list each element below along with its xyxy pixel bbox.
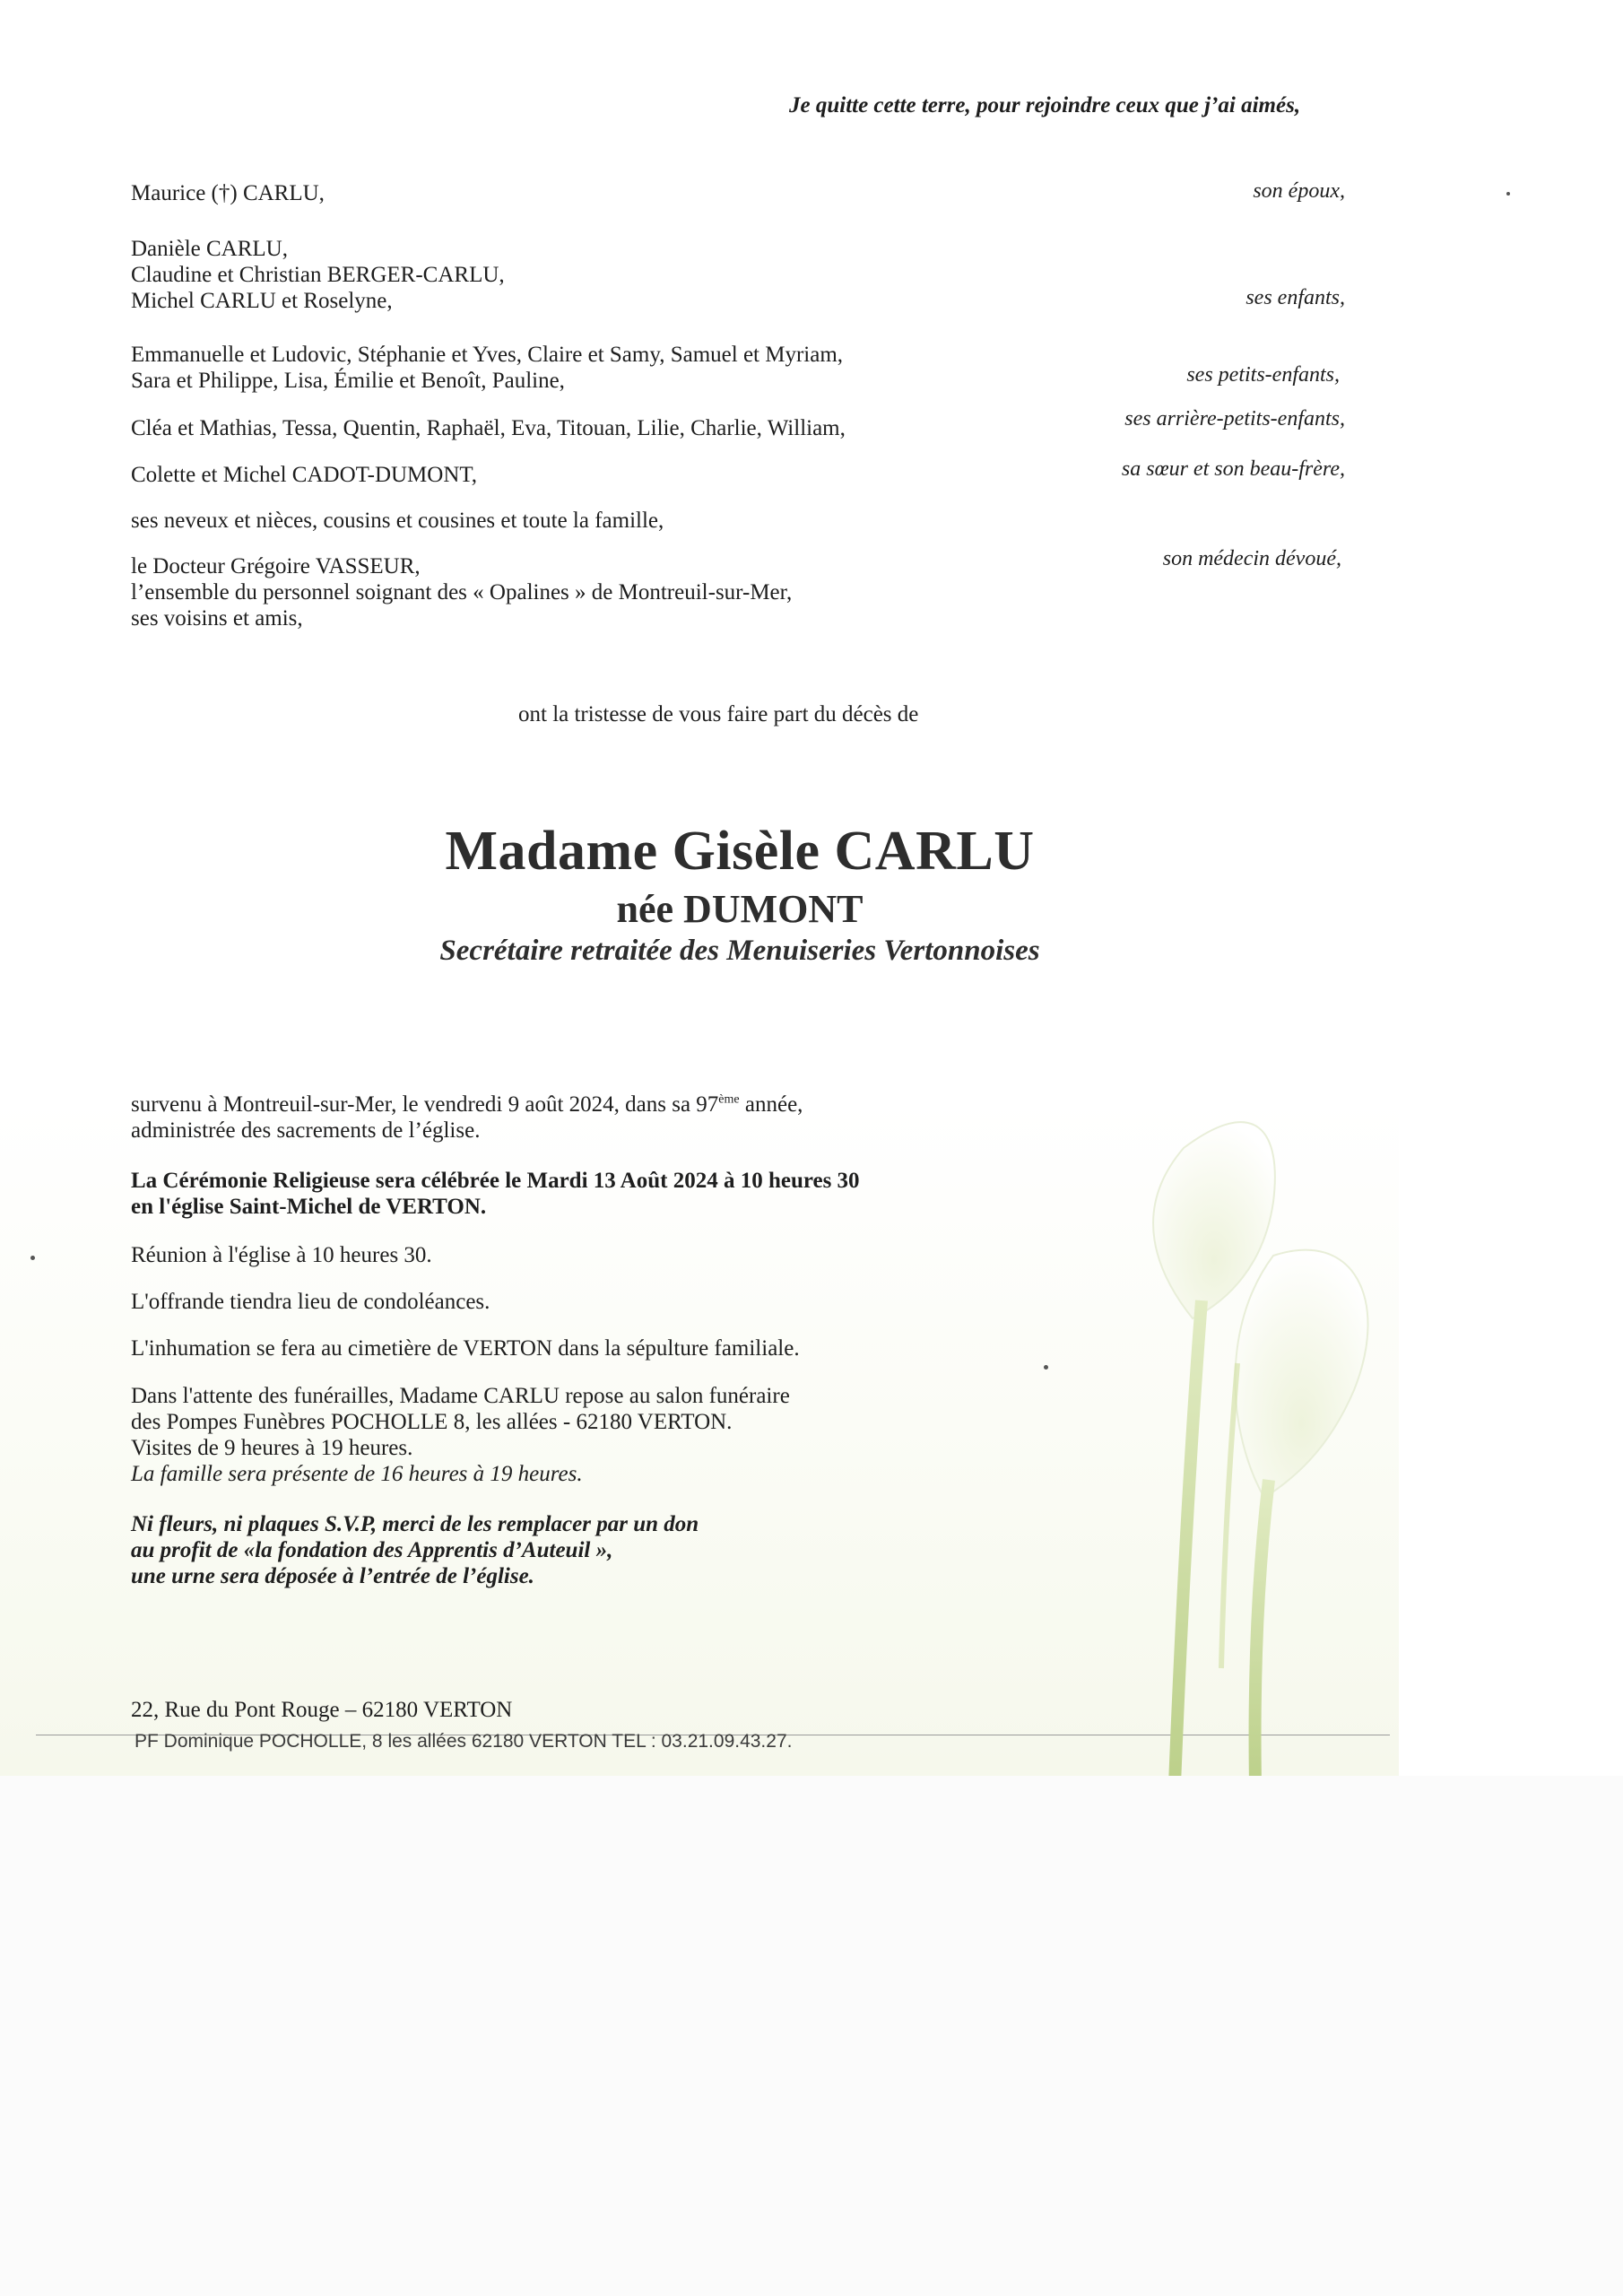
- address-line: 22, Rue du Pont Rouge – 62180 VERTON: [131, 1698, 513, 1722]
- relation-label: ses arrière-petits-enfants,: [1124, 407, 1345, 430]
- flowers-line: Ni fleurs, ni plaques S.V.P, merci de les remplacer par un don: [131, 1512, 699, 1536]
- speck: [1506, 192, 1510, 196]
- speck: [1044, 1365, 1048, 1370]
- child-name: Danièle CARLU,: [131, 237, 288, 261]
- relation-label: son médecin dévoué,: [1162, 547, 1341, 570]
- child-name: Claudine et Christian BERGER-CARLU,: [131, 263, 505, 287]
- scan-background: [0, 1776, 1623, 2296]
- deceased-name: Madame Gisèle CARLU: [445, 821, 1035, 882]
- spouse-name: Maurice (†) CARLU,: [131, 181, 325, 205]
- doctor-line: l’ensemble du personnel soignant des « Opalines » de Montreuil-sur-Mer,: [131, 580, 793, 604]
- deceased-birth-name: née DUMONT: [616, 887, 864, 931]
- child-name: Michel CARLU et Roselyne,: [131, 289, 393, 313]
- doctor-line: ses voisins et amis,: [131, 606, 303, 631]
- great-grandchildren-line: Cléa et Mathias, Tessa, Quentin, Raphaël, Eva, Titouan, Lilie, Charlie, William,: [131, 416, 846, 440]
- ceremony-line: en l'église Saint-Michel de VERTON.: [131, 1195, 487, 1219]
- announcement: ont la tristesse de vous faire part du décès de: [518, 702, 919, 726]
- rest-line: Dans l'attente des funérailles, Madame CARLU repose au salon funéraire: [131, 1384, 790, 1408]
- grandchildren-line: Sara et Philippe, Lisa, Émilie et Benoît, Pauline,: [131, 369, 565, 393]
- sacraments-line: administrée des sacrements de l’église.: [131, 1118, 481, 1143]
- grandchildren-line: Emmanuelle et Ludovic, Stéphanie et Yves, Claire et Samy, Samuel et Myriam,: [131, 343, 844, 367]
- extended-family: ses neveux et nièces, cousins et cousines et toute la famille,: [131, 509, 664, 533]
- funeral-home-line: PF Dominique POCHOLLE, 8 les allées 62180 VERTON TEL : 03.21.09.43.27.: [135, 1731, 793, 1752]
- offering-line: L'offrande tiendra lieu de condoléances.: [131, 1290, 490, 1314]
- deceased-occupation: Secrétaire retraitée des Menuiseries Vertonnoises: [439, 935, 1040, 967]
- relations-column: [995, 0, 1345, 628]
- burial-line: L'inhumation se fera au cimetière de VERTON dans la sépulture familiale.: [131, 1336, 800, 1361]
- speck: [30, 1256, 35, 1260]
- doctor-line: le Docteur Grégoire VASSEUR,: [131, 554, 421, 578]
- meeting-line: Réunion à l'église à 10 heures 30.: [131, 1243, 432, 1267]
- death-details: survenu à Montreuil-sur-Mer, le vendredi 9 août 2024, dans sa 97ème année,: [131, 1092, 803, 1117]
- ceremony-line: La Cérémonie Religieuse sera célébrée le Mardi 13 Août 2024 à 10 heures 30: [131, 1169, 860, 1193]
- sibling-name: Colette et Michel CADOT-DUMONT,: [131, 463, 478, 487]
- rest-line: Visites de 9 heures à 19 heures.: [131, 1436, 413, 1460]
- relation-label: son époux,: [1253, 179, 1345, 203]
- flowers-line: une urne sera déposée à l’entrée de l’église.: [131, 1564, 534, 1588]
- calla-lily-icon: [1049, 1094, 1399, 1776]
- relation-label: ses petits-enfants,: [1186, 363, 1340, 387]
- relation-label: sa sœur et son beau-frère,: [1121, 457, 1345, 481]
- epigraph: Je quitte cette terre, pour rejoindre ceux que j’ai aimés,: [789, 93, 1301, 117]
- flowers-line: au profit de «la fondation des Apprentis d’Auteuil »,: [131, 1538, 613, 1562]
- family-presence-line: La famille sera présente de 16 heures à 19 heures.: [131, 1462, 583, 1486]
- relation-label: ses enfants,: [1245, 286, 1345, 309]
- rest-line: des Pompes Funèbres POCHOLLE 8, les allées - 62180 VERTON.: [131, 1410, 733, 1434]
